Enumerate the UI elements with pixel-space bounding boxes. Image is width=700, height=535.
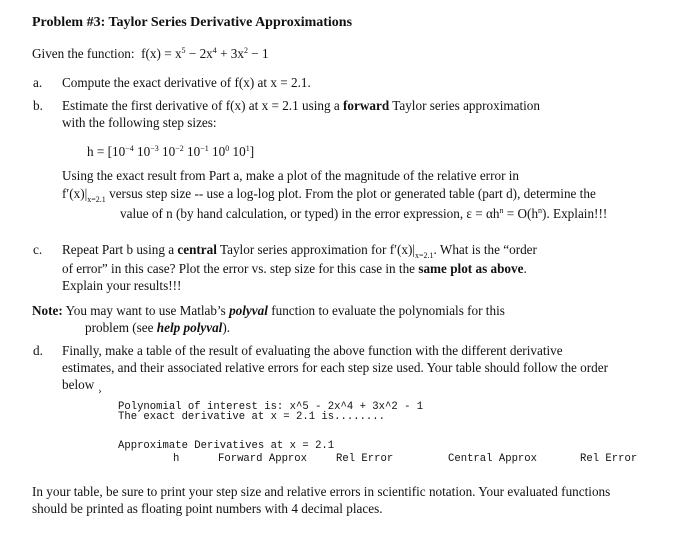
- part-a-label: a.: [33, 75, 43, 90]
- step-size-vector: $h = [10^{-4}$ $10^{-3}$ $10^{-2}$ $10^{-1}$ $10^0$ $10^1$]: [87, 144, 255, 159]
- part-b-line-1: Estimate the first derivative of f(x) at x = 2.1 using a forward Taylor series approximation: [62, 98, 540, 113]
- given-function-line: [32, 45, 269, 62]
- part-d-line-1: Finally, make a table of the result of evaluating the above function with the different derivative: [62, 343, 563, 358]
- part-c-line-2: of error” in this case? Plot the error vs. step size for this case in the same plot as above.: [62, 261, 527, 276]
- part-b-para-3: value of n (by hand calculation, or typed) in the error expression, $\varepsilon = \alpha h^n = O(h^n)$. Explain!!!: [120, 206, 608, 221]
- console-line-1: Polynomial of interest is: x^5 - 2x^4 + 3x^2 - 1: [118, 401, 424, 413]
- part-b-para-1: Using the exact result from Part a, make a plot of the magnitude of the relative error in: [62, 168, 520, 183]
- given-label: Given the function:: [32, 46, 135, 61]
- part-c-line-3: Explain your results!!!: [62, 278, 182, 293]
- table-header-rel-error-2: Rel Error: [580, 453, 638, 465]
- part-b-label: b.: [33, 98, 43, 113]
- part-c-line-1: Repeat Part b using a central Taylor series approximation for $f'(x)|_{x=2.1}$. What is the “order: [62, 242, 537, 260]
- table-header-rel-error-1: Rel Error: [336, 453, 394, 465]
- note-line-2: problem (see help polyval).: [85, 320, 231, 335]
- part-c-label: c.: [33, 242, 43, 257]
- footer-line-1: In your table, be sure to print your step size and relative errors in scientific notation. Your evaluated functions: [32, 484, 611, 499]
- part-b-para-2: $f'(x)|_{x=2.1}$ versus step size -- use a log-log plot. From the plot or generated table (part d), determine the: [62, 186, 596, 204]
- cursor-caret-icon: ›: [98, 387, 102, 397]
- function-expression: $f(x) = x^5 - 2x^4 + 3x^2 - 1$: [141, 46, 269, 61]
- footer-line-2: should be printed as floating point numbers with 4 decimal places.: [32, 501, 383, 516]
- note-line-1: Note: You may want to use Matlab’s polyval function to evaluate the polynomials for this: [32, 303, 505, 318]
- console-line-2: The exact derivative at x = 2.1 is........: [118, 411, 386, 423]
- console-line-3: Approximate Derivatives at x = 2.1: [118, 440, 335, 452]
- part-d-label: d.: [33, 343, 43, 358]
- part-a-text: Compute the exact derivative of f(x) at x = 2.1.: [62, 75, 311, 90]
- table-header-central: Central Approx: [448, 453, 538, 465]
- table-header-forward: Forward Approx: [218, 453, 308, 465]
- part-d-line-2: estimates, and their associated relative errors for each step size used. Your table should follow the order: [62, 360, 609, 375]
- problem-title: Problem #3: Taylor Series Derivative Approximations: [32, 15, 353, 30]
- part-d-line-3: below $_›$: [62, 377, 102, 397]
- table-header-h: h: [173, 453, 180, 465]
- part-b-line-2: with the following step sizes:: [62, 115, 217, 130]
